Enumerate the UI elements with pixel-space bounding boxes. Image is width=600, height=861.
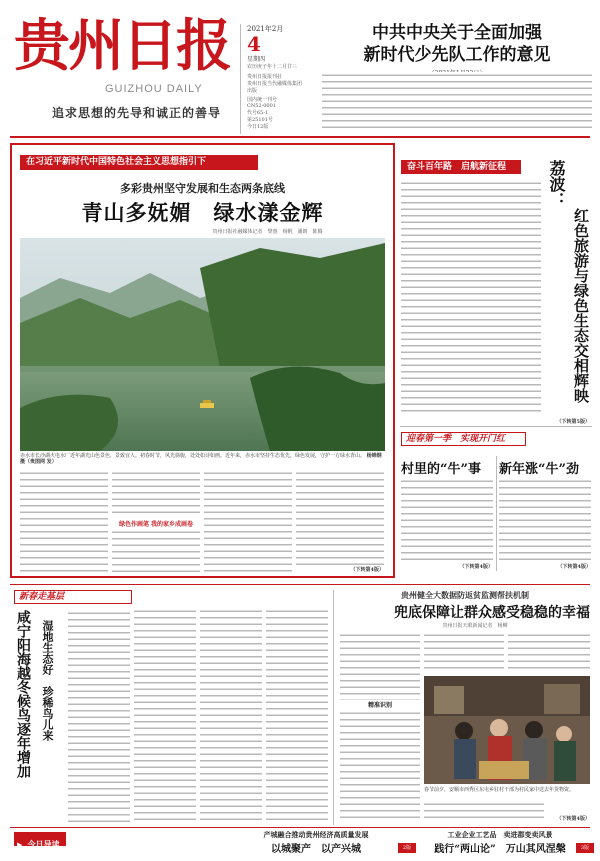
spring-banner [401,432,526,446]
feature-photo-credit: 杨锦钢 摄（贵图网 发） [20,453,382,465]
right-vertical-title-line1: 荔波： [547,160,566,208]
lower-left-body-3 [200,608,262,822]
right-divider [400,426,592,427]
lower-main-byline: 贵州日报天眼新闻记者 杨柳 [442,623,508,629]
masthead-logo-en: GUIZHOU DAILY [105,83,203,95]
footer-banner-icon: ▶ [17,841,23,849]
masthead-logo: 贵州日报 [14,13,230,79]
top-headline-line1: 中共中央关于全面加强 [372,23,542,43]
feature-continue[interactable]: （下转第4版） [350,567,384,573]
feature-body-col-2 [112,470,200,515]
feature-subtitle: 多彩贵州坚守发展和生态两条底线 [120,182,285,195]
issue-cn-number: CN52-0001 [247,103,276,109]
footer-item-1-line2: 以城聚产 以产兴城 [271,844,361,855]
spring-left-title[interactable]: 村里的“牛”事 [401,462,481,477]
issue-serial: 第25101号 [247,117,273,123]
spring-divider [496,456,497,571]
spring-banner-text: 迎春第一季 实现开门红 [406,434,506,444]
lower-divider [333,590,334,825]
issue-day: 4 [247,32,261,56]
lower-main-photo[interactable] [424,676,590,784]
lower-left-banner [14,590,132,604]
lower-main-body-2 [424,632,504,672]
spring-left-body [401,478,493,560]
lower-left-body-1 [68,610,130,822]
feature-title[interactable]: 青山多妩媚 绿水漾金辉 [81,200,324,225]
issue-lunar: 农历庚子年十二月廿三 [247,64,298,70]
masthead-rule [10,136,590,138]
issue-info [240,24,318,134]
feature-photo-caption-text: 赤水市长沙湖火电水厂近年湖光山色景色，景致宜人。初春时节，风光旖旎，处处如诗如画。近年来，赤水市坚持生态优先，绿色发展，守护一方绿水青山。 [20,453,366,459]
issue-weekday: 星期四 [247,56,266,63]
spring-right-body [499,478,591,560]
footer-banner-text: 今日导读 [27,839,60,849]
footer-item-2-page[interactable]: 3版 [576,843,594,853]
top-headline-line2: 新时代少先队工作的意见 [363,45,551,65]
mid-rule [10,584,590,585]
lake-landscape-image [20,238,385,451]
feature-photo-caption [20,453,385,465]
lower-main-subhead: 精准识别 [340,700,420,709]
spring-right-continue[interactable]: （下转第4版） [557,564,591,570]
issue-publisher-2: 贵州日报当代融媒体集团 [247,81,303,87]
feature-subhead: 绿色作画笔 我的家乡成画卷 [118,521,194,528]
issue-code: 代号65-1 [247,110,269,116]
feature-byline: 贵州日报社融媒体记者 黎惠 杨帆 潘朗 陈腾 [212,229,323,235]
issue-cn-label: 国内统一刊号 [247,97,278,103]
lower-main-kicker: 贵州健全大数据防返贫监测帮扶机制 [401,590,529,600]
feature-body-col-4 [296,470,384,565]
lower-main-title[interactable]: 兜底保障让群众感受稳稳的幸福 [394,605,590,621]
top-headline[interactable] [322,22,592,77]
right-vertical-title[interactable] [548,160,592,410]
footer-item-2[interactable] [420,830,580,855]
feature-body-col-2b [112,529,200,572]
lower-left-banner-text: 新春走基层 [19,592,65,602]
issue-pages: 今日12版 [247,124,269,130]
lower-main-body-1 [340,632,420,822]
footer-item-2-line1: 工业企业工艺品 卖进郡变卖风景 [447,830,553,839]
footer-item-1-page[interactable]: 2版 [398,843,416,853]
feature-body-col-3 [204,470,292,572]
lower-left-body-4 [266,608,328,822]
lower-left-vertical-title[interactable] [14,610,66,825]
village-visit-image [424,676,590,784]
right-body [401,180,541,415]
footer-item-1-line1: 产城融合推动贵州经济高质量发展 [263,830,369,839]
lower-left-title-line2: 湿地生态好 珍稀鸟儿来 [41,620,54,741]
issue-date: 2021年2月 [247,25,284,33]
feature-banner: 在习近平新时代中国特色社会主义思想指引下 [20,155,258,170]
spring-left-continue[interactable]: （下转第4版） [459,564,493,570]
footer-item-1[interactable] [236,830,396,855]
footer-item-2-line2: 践行“两山论” 万山其风涅槃 [434,844,566,855]
masthead-slogan: 追求思想的先导和诚正的善导 [52,106,222,120]
lower-left-body-2 [134,608,196,822]
issue-publisher-1: 贵州日报报刊社 [247,74,283,80]
top-article-body [322,72,592,130]
right-continue[interactable]: （下转第5版） [556,419,590,425]
right-banner: 奋斗百年路 启航新征程 [401,160,521,174]
feature-body-col-1 [20,470,108,572]
footer-banner [14,832,66,849]
issue-publisher-3: 出版 [247,88,258,94]
feature-photo[interactable] [20,238,385,451]
spring-right-title[interactable]: 新年涨“牛”劲 [499,462,579,477]
lower-main-photo-caption: 春节前夕，安顺市西秀区东屯乡驻村干部为村民家中送去年货物资。 [424,787,575,793]
footer-rule [10,827,590,828]
lower-left-title-line1: 咸宁阳海越冬候鸟逐年增加 [15,610,31,778]
lower-main-body-3 [508,632,590,672]
lower-main-continue[interactable]: （下转第4版） [556,816,590,822]
right-vertical-title-line2: 红色旅游与绿色生态交相辉映 [572,208,590,403]
masthead [0,0,600,140]
